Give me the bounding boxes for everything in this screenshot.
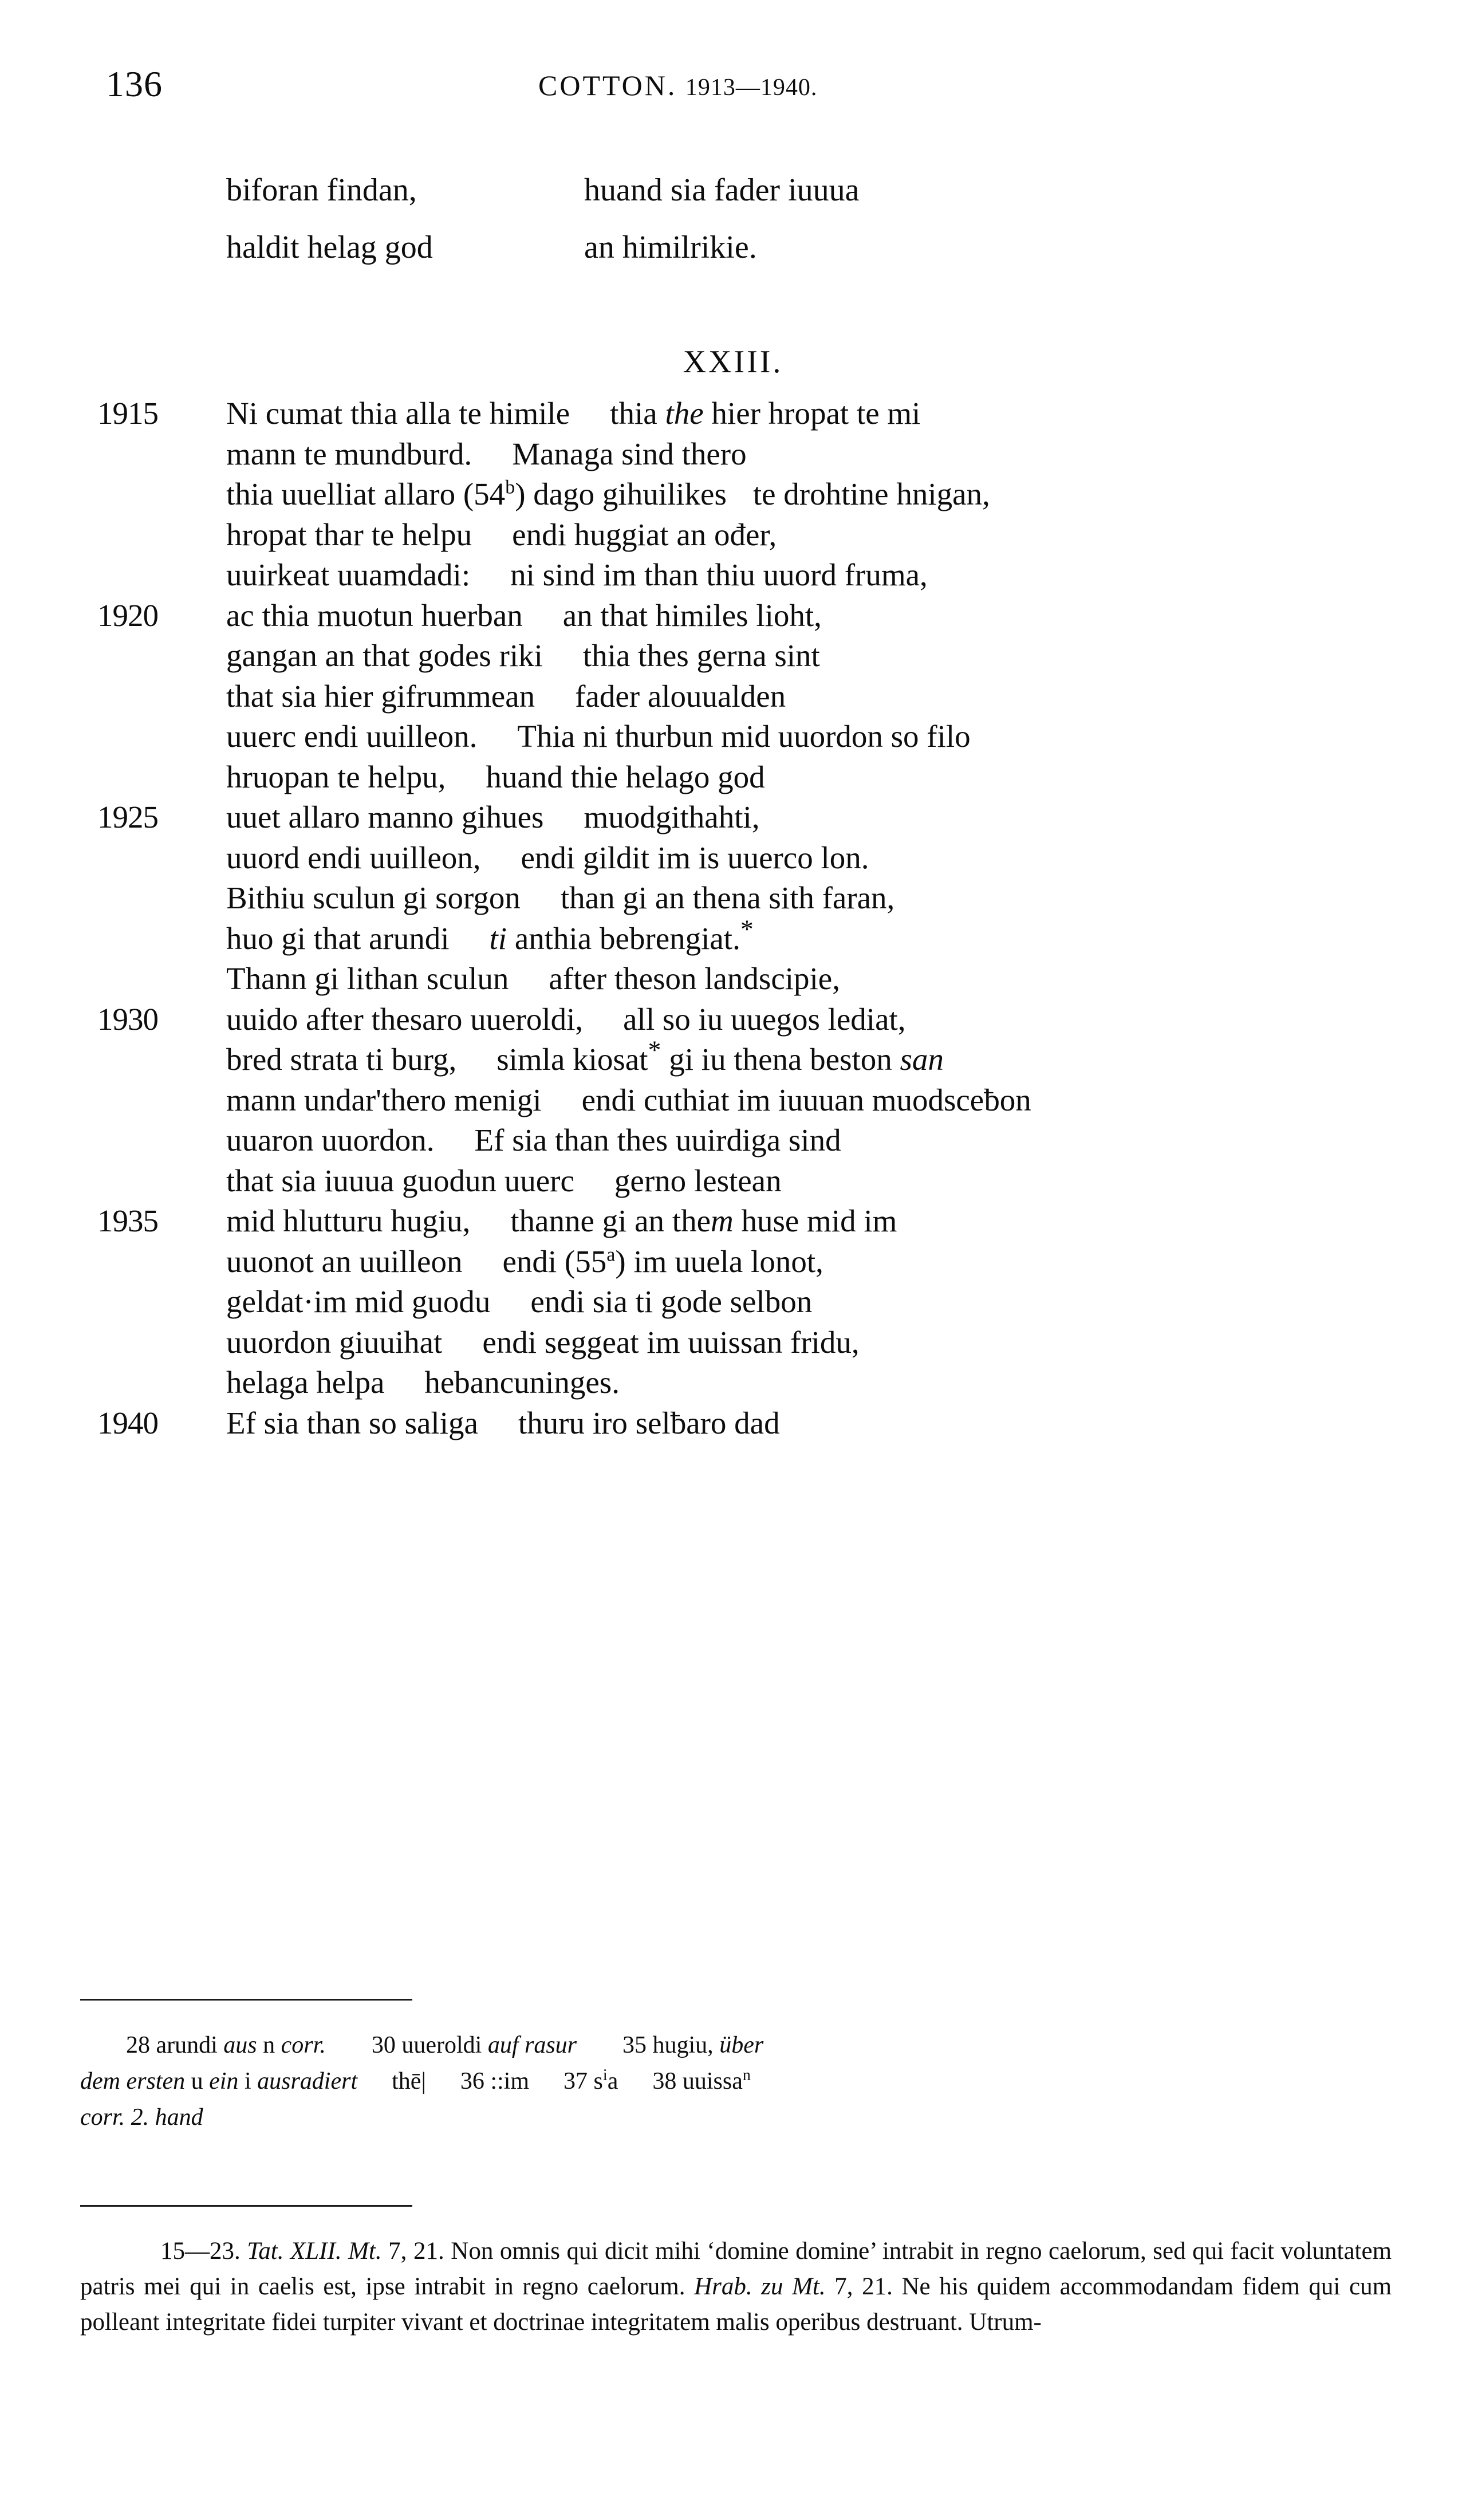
verse-line-number: 1915 (97, 396, 158, 431)
verse-line (0, 1035, 1466, 1082)
verse-line (0, 1203, 1466, 1243)
verse-line-text: mid hlutturu hugiu, thanne gi an them huse mid im (226, 1203, 897, 1238)
verse-line-text: huo gi that arundi ti anthia bebrengiat.* (226, 914, 754, 956)
verse-line (0, 1243, 1466, 1284)
verse-block (0, 395, 1466, 1445)
verse-line-number: 1925 (97, 800, 158, 834)
verse-line (0, 1163, 1466, 1203)
verse-line-text: uuord endi uuilleon, endi gildit im is uuerco lon. (226, 840, 869, 875)
verse-line (0, 476, 1466, 517)
verse-line-text: hruopan te helpu, huand thie helago god (226, 759, 765, 794)
verse-line-text: uuerc endi uuilleon. Thia ni thurbun mid uuordon so filo (226, 719, 971, 754)
verse-line-text: Thann gi lithan sculun after theson landscipie, (226, 961, 840, 996)
verse-line-text: that sia iuuua guodun uuerc gerno lestean (226, 1163, 782, 1198)
carryover-line (0, 172, 1466, 229)
line-range: 1913—1940. (685, 74, 818, 101)
verse-line (0, 395, 1466, 436)
source-commentary: 15—23. Tat. XLII. Mt. 7, 21. Non omnis qui dicit mihi ‘domine domine’ intrabit in regno caelorum, sed qui facit voluntatem patris mei qui in caelis est, ipse intrabit in regno caelorum. Hrab. zu Mt. 7, 21. Ne his quidem accommodandam fidem qui cum polleant integritate fidei turpiter vivant et doctrinae integritatem malis operibus destruant. Utrum- (80, 2238, 1392, 2336)
verse-line (0, 880, 1466, 920)
verse-line (0, 1364, 1466, 1405)
verse-line (0, 637, 1466, 678)
verse-line (0, 678, 1466, 719)
verse-line (0, 914, 1466, 961)
verse-line-number: 1920 (97, 597, 158, 633)
verse-line-text: thia uuelliat allaro (54$^b$) dago gihuilikes te drohtine hnigan, (226, 477, 990, 511)
commentary-divider-rule (80, 2205, 412, 2207)
apparatus-entry-line: dem ersten u ein i ausradiert thē| 36 ::im 37 $s^ia$ 38 uuissa$^n$ (80, 2066, 751, 2094)
verse-line (0, 718, 1466, 759)
page-number: 136 (106, 64, 163, 104)
manuscript-name: COTTON. (538, 69, 677, 101)
section-heading: XXIII. (683, 344, 783, 380)
verse-line-text: Ef sia than so saliga thuru iro selƀaro dad (226, 1405, 780, 1440)
verse-line-text: geldat·im mid guodu endi sia ti gode selbon (226, 1284, 813, 1319)
verse-line-text: ac thia muotun huerban an that himiles lioht, (226, 597, 822, 633)
verse-line (0, 1405, 1466, 1446)
verse-line (0, 840, 1466, 880)
verse-line-text: helaga helpa hebancuninges. (226, 1365, 620, 1400)
apparatus-entry-line: corr. 2. hand (80, 2104, 203, 2131)
verse-line-text: uuonot an uuilleon endi (55$^a$) im uuela lonot, (226, 1243, 823, 1279)
critical-apparatus (80, 2027, 1392, 2136)
apparatus-entry-line: 28 arundi aus n corr. 30 uueroldi auf rasur 35 hugiu, über (126, 2032, 764, 2058)
verse-line (0, 1001, 1466, 1042)
verse-line-text: that sia hier gifrummean fader alouualden (226, 678, 786, 714)
verse-line (0, 799, 1466, 840)
verse-line (0, 517, 1466, 557)
verse-line-text: uuordon giuuihat endi seggeat im uuissan fridu, (226, 1324, 860, 1360)
carryover-couplet (0, 172, 1466, 286)
verse-line (0, 1324, 1466, 1365)
verse-line-text: uuaron uuordon. Ef sia than thes uuirdiga sind (226, 1123, 841, 1157)
verse-line-text: Bithiu sculun gi sorgon than gi an thena sith faran, (226, 880, 895, 915)
verse-line-text: uuet allaro manno gihues muodgithahti, (226, 800, 760, 834)
apparatus-divider-rule (80, 1999, 412, 2001)
verse-line (0, 1122, 1466, 1163)
verse-line-text: hropat thar te helpu endi huggiat an ođer, (226, 517, 777, 552)
hemistich-b: huand sia fader iuuua (584, 172, 860, 208)
verse-line (0, 960, 1466, 1001)
verse-line-number: 1935 (97, 1203, 158, 1238)
verse-line-number: 1930 (97, 1001, 158, 1037)
running-head-title (538, 69, 817, 102)
hemistich-a: haldit helag god (226, 230, 433, 265)
verse-line (0, 597, 1466, 638)
verse-line-number: 1940 (97, 1405, 158, 1440)
running-head (0, 63, 1466, 109)
verse-line (0, 759, 1466, 800)
verse-line-text: mann te mundburd. Managa sind thero (226, 436, 747, 471)
verse-line-text: uuido after thesaro uueroldi, all so iu uuegos lediat, (226, 1001, 906, 1037)
verse-line-text: mann undar'thero menigi endi cuthiat im iuuuan muodsceƀon (226, 1082, 1031, 1117)
carryover-line (0, 229, 1466, 286)
verse-line-text: bred strata ti burg, simla kiosat* gi iu thena beston san (226, 1035, 944, 1077)
verse-line (0, 1283, 1466, 1324)
verse-line-text: gangan an that godes riki thia thes gerna sint (226, 638, 820, 673)
hemistich-a: biforan findan, (226, 172, 417, 208)
verse-line (0, 557, 1466, 597)
verse-line-text: uuirkeat uuamdadi: ni sind im than thiu uuord fruma, (226, 557, 928, 592)
hemistich-b: an himilrikie. (584, 230, 757, 265)
verse-line (0, 436, 1466, 477)
verse-line (0, 1082, 1466, 1123)
verse-line-text: Ni cumat thia alla te himile thia the hier hropat te mi (226, 396, 921, 431)
